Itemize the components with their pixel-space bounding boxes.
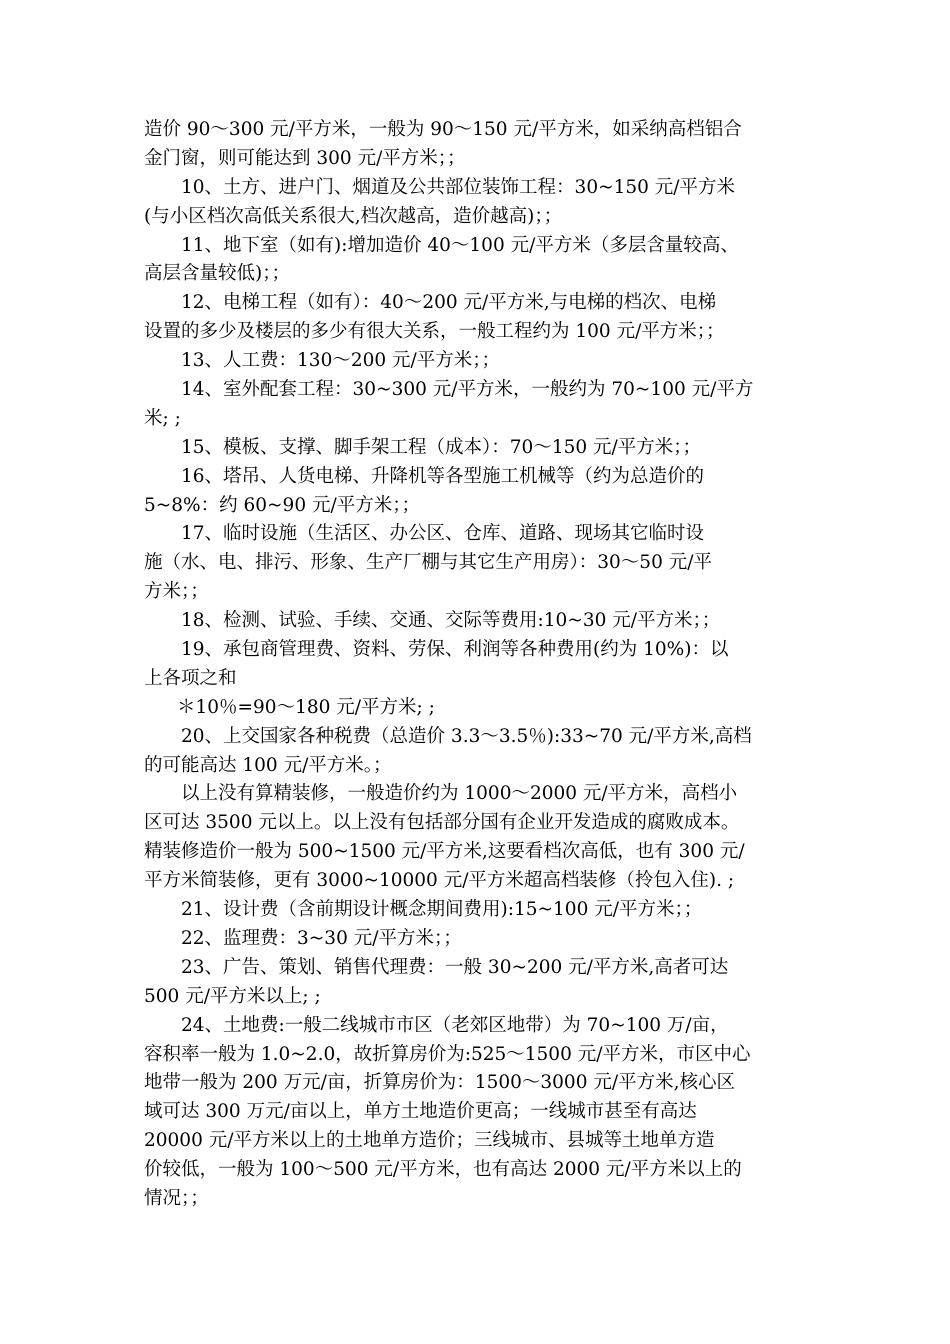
text-line: 施（水、电、排污、形象、生产厂棚与其它生产用房）：30～50 元/平 <box>144 552 712 574</box>
text-line: 500 元/平方米以上; ; <box>144 985 321 1007</box>
text-line: 造价 90～300 元/平方米，一般为 90～150 元/平方米，如采纳高档铝合 <box>144 119 742 140</box>
text-line: 地带一般为 200 万元/亩，折算房价为：1500～3000 元/平方米,核心区 <box>144 1072 735 1094</box>
text-line: 13、人工费：130～200 元/平方米；； <box>181 350 501 372</box>
text-line: 23、广告、策划、销售代理费：一般 30~200 元/平方米,高者可达 <box>181 956 729 978</box>
text-line: 米; ; <box>144 407 181 429</box>
text-line: 12、电梯工程（如有）：40～200 元/平方米,与电梯的档次、电梯 <box>181 292 717 314</box>
text-line: 15、模板、支撑、脚手架工程（成本）：70～150 元/平方米；； <box>181 436 702 458</box>
text-line: 17、临时设施（生活区、办公区、仓库、道路、现场其它临时设 <box>181 523 705 545</box>
text-line: 的可能高达 100 元/平方米。； <box>144 754 392 776</box>
text-line: 上各项之和 <box>144 667 237 689</box>
text-line: 设置的多少及楼层的多少有很大关系，一般工程约为 100 元/平方米；； <box>144 321 725 343</box>
text-line: 11、地下室（如有):增加造价 40～100 元/平方米（多层含量较高、 <box>181 234 739 256</box>
text-line: ＊10％=90～180 元/平方米; ; <box>177 696 435 718</box>
text-line: 容积率一般为 1.0~2.0，故折算房价为:525～1500 元/平方米，市区中心 <box>144 1043 751 1065</box>
text-line: 24、土地费:一般二线城市市区（老郊区地带）为 70~100 万/亩， <box>181 1014 729 1036</box>
text-line: 情况；； <box>144 1187 209 1209</box>
text-line: 域可达 300 万元/亩以上，单方土地造价更高；一线城市甚至有高达 <box>144 1101 697 1123</box>
text-line: 精装修造价一般为 500~1500 元/平方米,这要看档次高低，也有 300 元/ <box>144 841 745 863</box>
text-line: 20、上交国家各种税费（总造价 3.3～3.5％):33~70 元/平方米,高档 <box>181 725 752 747</box>
text-line: (与小区档次高低关系很大,档次越高，造价越高)；； <box>144 205 563 227</box>
text-line: 5~8%：约 60~90 元/平方米；； <box>144 494 420 516</box>
text-line: 以上没有算精装修，一般造价约为 1000～2000 元/平方米，高档小 <box>181 783 738 805</box>
text-line: 方米；； <box>144 581 209 603</box>
text-line: 22、监理费：3~30 元/平方米；； <box>181 927 462 949</box>
text-line: 高层含量较低)；； <box>144 263 290 285</box>
document-page <box>144 116 824 1214</box>
text-line: 金门窗，则可能达到 300 元/平方米；； <box>144 147 466 169</box>
text-line: 区可达 3500 元以上。以上没有包括部分国有企业开发造成的腐败成本。 <box>144 812 740 834</box>
text-line: 21、设计费（含前期设计概念期间费用):15~100 元/平方米；； <box>181 899 703 921</box>
text-line: 14、室外配套工程：30~300 元/平方米，一般约为 70~100 元/平方 <box>181 379 754 401</box>
text-line: 16、塔吊、人货电梯、升降机等各型施工机械等（约为总造价的 <box>181 465 705 487</box>
text-line: 10、土方、进户门、烟道及公共部位装饰工程：30~150 元/平方米 <box>181 176 736 198</box>
text-line: 平方米简装修，更有 3000~10000 元/平方米超高档装修（拎包入住). ; <box>144 870 735 892</box>
text-line: 20000 元/平方米以上的土地单方造价；三线城市、县城等土地单方造 <box>144 1130 715 1152</box>
text-line: 18、检测、试验、手续、交通、交际等费用:10~30 元/平方米；； <box>181 610 721 632</box>
text-line: 价较低，一般为 100～500 元/平方米，也有高达 2000 元/平方米以上的 <box>144 1159 742 1181</box>
text-line: 19、承包商管理费、资料、劳保、利润等各种费用(约为 10%)：以 <box>181 639 729 661</box>
